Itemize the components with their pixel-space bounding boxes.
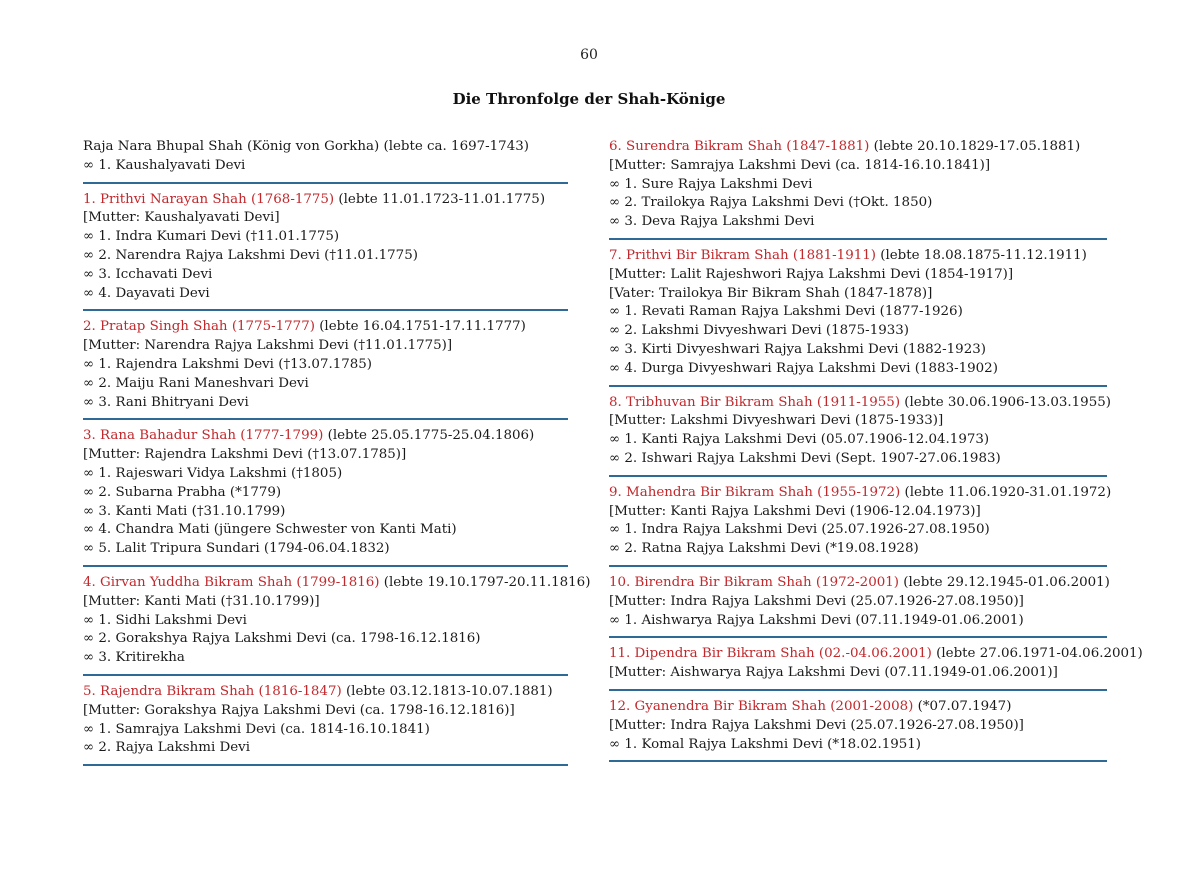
ruler-detail-line: ∞ 4. Durga Divyeshwari Rajya Lakshmi Devi (1883-1902) — [609, 360, 998, 376]
ruler-detail-line: ∞ 2. Subarna Prabha (*1779) — [83, 484, 282, 500]
ruler-name: 6. Surendra Bikram Shah (1847-1881) — [609, 139, 870, 154]
ruler-detail-line: ∞ 1. Indra Rajya Lakshmi Devi (25.07.1926-27.08.1950) — [609, 522, 990, 538]
ruler-block — [83, 683, 568, 766]
ruler-detail-line: ∞ 1. Samrajya Lakshmi Devi (ca. 1814-16.10.1841) — [83, 721, 430, 737]
ruler-heading — [609, 698, 1107, 717]
ruler-detail-line: ∞ 1. Sure Rajya Lakshmi Devi — [609, 176, 813, 192]
ruler-lifespan: (lebte 20.10.1829-17.05.1881) — [869, 139, 1081, 154]
right-ruler-list — [609, 138, 1143, 762]
ruler-lifespan: (*07.07.1947) — [913, 698, 1012, 714]
intro-block — [83, 138, 568, 184]
ruler-detail-line: [Mutter: Rajendra Lakshmi Devi (†13.07.1785)] — [83, 447, 407, 463]
ruler-detail-line: ∞ 1. Aishwarya Rajya Lakshmi Devi (07.11.1949-01.06.2001) — [609, 612, 1024, 628]
ruler-detail-line: [Mutter: Samrajya Lakshmi Devi (ca. 1814-16.10.1841)] — [609, 157, 991, 173]
ruler-lifespan: (lebte 25.05.1775-25.04.1806) — [323, 428, 535, 444]
ruler-detail-line: [Mutter: Kanti Mati (†31.10.1799)] — [83, 593, 320, 609]
ruler-block — [83, 191, 568, 312]
ruler-heading — [609, 394, 1111, 413]
ruler-detail-line: ∞ 1. Komal Rajya Lakshmi Devi (*18.02.1951) — [609, 736, 921, 752]
right-column — [609, 138, 1143, 769]
ruler-detail-line: [Mutter: Kaushalyavati Devi] — [83, 210, 280, 226]
ruler-name: 4. Girvan Yuddha Bikram Shah (1799-1816) — [83, 574, 380, 590]
ruler-lifespan: (lebte 19.10.1797-20.11.1816) — [379, 574, 591, 590]
ruler-detail-line: ∞ 5. Lalit Tripura Sundari (1794-06.04.1832) — [83, 541, 390, 557]
ruler-block — [83, 427, 568, 567]
ruler-block — [609, 247, 1107, 387]
ruler-detail-line: ∞ 4. Chandra Mati (jüngere Schwester von Kanti Mati) — [83, 522, 457, 538]
ruler-name: 2. Pratap Singh Shah (1775-1777) — [83, 319, 315, 335]
ruler-lifespan: (lebte 03.12.1813-10.07.1881) — [341, 683, 553, 699]
ruler-heading — [83, 683, 568, 702]
ruler-heading — [83, 191, 568, 210]
ruler-detail-line: [Mutter: Kanti Rajya Lakshmi Devi (1906-12.04.1973)] — [609, 503, 981, 519]
ruler-name: 9. Mahendra Bir Bikram Shah (1955-1972) — [609, 484, 901, 500]
ruler-detail-line: ∞ 2. Lakshmi Divyeshwari Devi (1875-1933) — [609, 323, 910, 339]
ruler-detail-line: [Mutter: Aishwarya Rajya Lakshmi Devi (07.11.1949-01.06.2001)] — [609, 665, 1058, 681]
ruler-detail-line: ∞ 2. Maiju Rani Maneshvari Devi — [83, 375, 309, 391]
ruler-detail-line: ∞ 1. Indra Kumari Devi (†11.01.1775) — [83, 229, 340, 245]
ruler-detail-line: [Mutter: Narendra Rajya Lakshmi Devi (†11.01.1775)] — [83, 338, 453, 354]
left-column — [83, 138, 591, 773]
intro-line: Raja Nara Bhupal Shah (König von Gorkha) (lebte ca. 1697-1743) — [83, 139, 529, 154]
ruler-detail-line: [Mutter: Indra Rajya Lakshmi Devi (25.07.1926-27.08.1950)] — [609, 717, 1024, 733]
ruler-detail-line: [Vater: Trailokya Bir Bikram Shah (1847-1878)] — [609, 285, 933, 301]
ruler-block — [609, 394, 1111, 477]
left-ruler-list — [83, 191, 591, 767]
ruler-detail-line: ∞ 2. Narendra Rajya Lakshmi Devi (†11.01.1775) — [83, 247, 418, 263]
ruler-lifespan: (lebte 11.06.1920-31.01.1972) — [900, 484, 1112, 500]
ruler-detail-line: ∞ 3. Icchavati Devi — [83, 266, 213, 282]
ruler-name: 5. Rajendra Bikram Shah (1816-1847) — [83, 683, 342, 699]
ruler-lifespan: (lebte 30.06.1906-13.03.1955) — [900, 394, 1111, 410]
ruler-lifespan: (lebte 11.01.1723-11.01.1775) — [334, 191, 546, 207]
ruler-name: 3. Rana Bahadur Shah (1777-1799) — [83, 428, 324, 444]
ruler-name: 8. Tribhuvan Bir Bikram Shah (1911-1955) — [609, 394, 901, 410]
ruler-name: 10. Birendra Bir Bikram Shah (1972-2001) — [609, 574, 899, 590]
ruler-detail-line: ∞ 2. Gorakshya Rajya Lakshmi Devi (ca. 1798-16.12.1816) — [83, 631, 481, 647]
ruler-detail-line: ∞ 3. Rani Bhitryani Devi — [83, 394, 249, 410]
ruler-detail-line: ∞ 2. Ishwari Rajya Lakshmi Devi (Sept. 1907-27.06.1983) — [609, 450, 1001, 466]
ruler-block — [609, 698, 1107, 762]
ruler-heading — [83, 318, 568, 337]
ruler-lifespan: (lebte 16.04.1751-17.11.1777) — [314, 319, 526, 335]
ruler-detail-line: [Mutter: Lakshmi Divyeshwari Devi (1875-1933)] — [609, 413, 944, 429]
page-number: 60 — [580, 47, 598, 63]
ruler-detail-line: [Mutter: Indra Rajya Lakshmi Devi (25.07.1926-27.08.1950)] — [609, 593, 1024, 609]
ruler-detail-line: [Mutter: Gorakshya Rajya Lakshmi Devi (ca. 1798-16.12.1816)] — [83, 702, 515, 718]
ruler-detail-line: ∞ 1. Kanti Rajya Lakshmi Devi (05.07.1906-12.04.1973) — [609, 432, 990, 448]
ruler-block — [609, 484, 1112, 567]
ruler-heading — [83, 427, 568, 446]
intro-line: ∞ 1. Kaushalyavati Devi — [83, 157, 246, 173]
ruler-detail-line: ∞ 4. Dayavati Devi — [83, 285, 210, 301]
ruler-detail-line: ∞ 2. Ratna Rajya Lakshmi Devi (*19.08.1928) — [609, 541, 919, 557]
ruler-heading — [609, 645, 1143, 664]
ruler-block — [609, 645, 1143, 691]
ruler-lifespan: (lebte 18.08.1875-11.12.1911) — [875, 247, 1087, 263]
ruler-detail-line: ∞ 2. Trailokya Rajya Lakshmi Devi (†Okt. 1850) — [609, 195, 933, 211]
ruler-block — [609, 574, 1110, 638]
page-title: Die Thronfolge der Shah-Könige — [452, 90, 726, 108]
ruler-name: 11. Dipendra Bir Bikram Shah (02.-04.06.2001) — [609, 646, 932, 662]
ruler-lifespan: (lebte 29.12.1945-01.06.2001) — [899, 574, 1110, 590]
ruler-detail-line: ∞ 3. Kanti Mati (†31.10.1799) — [83, 503, 286, 519]
ruler-detail-line: ∞ 2. Rajya Lakshmi Devi — [83, 740, 251, 756]
ruler-heading — [609, 484, 1112, 503]
ruler-detail-line: ∞ 1. Revati Raman Rajya Lakshmi Devi (1877-1926) — [609, 304, 963, 320]
ruler-block — [83, 574, 591, 676]
ruler-name: 12. Gyanendra Bir Bikram Shah (2001-2008) — [609, 698, 914, 714]
ruler-heading — [83, 574, 591, 593]
ruler-detail-line: ∞ 3. Deva Rajya Lakshmi Devi — [609, 214, 815, 230]
ruler-heading — [609, 138, 1107, 157]
ruler-name: 1. Prithvi Narayan Shah (1768-1775) — [83, 191, 335, 207]
ruler-block — [609, 138, 1107, 240]
ruler-detail-line: ∞ 1. Rajendra Lakshmi Devi (†13.07.1785) — [83, 356, 373, 372]
ruler-detail-line: ∞ 3. Kritirekha — [83, 650, 185, 666]
ruler-detail-line: ∞ 1. Sidhi Lakshmi Devi — [83, 612, 247, 628]
ruler-heading — [609, 574, 1110, 593]
ruler-detail-line: [Mutter: Lalit Rajeshwori Rajya Lakshmi Devi (1854-1917)] — [609, 266, 1014, 282]
ruler-lifespan: (lebte 27.06.1971-04.06.2001) — [931, 646, 1143, 662]
ruler-heading — [609, 247, 1107, 266]
ruler-block — [83, 318, 568, 420]
ruler-detail-line: ∞ 3. Kirti Divyeshwari Rajya Lakshmi Devi (1882-1923) — [609, 341, 986, 357]
ruler-name: 7. Prithvi Bir Bikram Shah (1881-1911) — [609, 247, 876, 263]
ruler-detail-line: ∞ 1. Rajeswari Vidya Lakshmi (†1805) — [83, 465, 343, 481]
